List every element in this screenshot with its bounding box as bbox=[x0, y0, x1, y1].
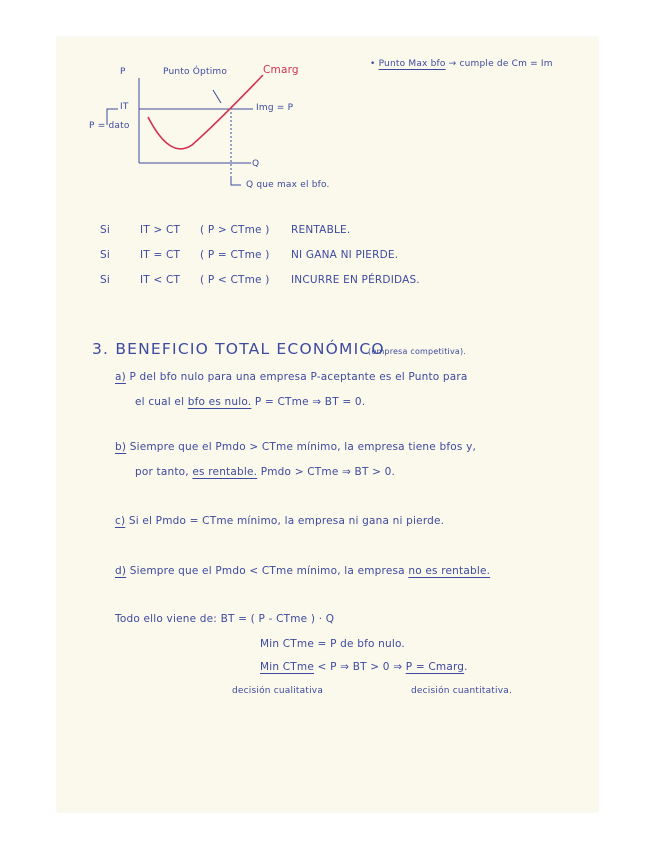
case-condition: IT = CT bbox=[140, 249, 181, 261]
item-c-line1: c) Si el Pmdo = CTme mínimo, la empresa ni gana ni pierde. bbox=[115, 515, 445, 527]
p-axis-label: P bbox=[120, 67, 126, 77]
quantitative-decision-note: decisión cuantitativa. bbox=[411, 686, 513, 696]
item-b-line2: por tanto, es rentable. Pmdo > CTme ⇒ BT > 0. bbox=[135, 466, 396, 478]
case-parenthesis: ( P = CTme ) bbox=[200, 249, 270, 261]
case-parenthesis: ( P > CTme ) bbox=[200, 224, 270, 236]
case-condition: IT < CT bbox=[140, 274, 181, 286]
item-a-line1: a) P del bfo nulo para una empresa P-aceptante es el Punto para bbox=[115, 371, 468, 383]
q-arrow bbox=[231, 178, 241, 185]
q-axis-label: Q bbox=[252, 159, 260, 169]
marginal-cost-curve bbox=[148, 75, 263, 149]
case-si: Si bbox=[100, 224, 110, 236]
q-max-note: Q que max el bfo. bbox=[246, 180, 330, 190]
optimum-pointer bbox=[213, 90, 221, 103]
img-line-label: Img = P bbox=[256, 103, 294, 113]
case-result: NI GANA NI PIERDE. bbox=[291, 249, 399, 261]
qualitative-decision-note: decisión cualitativa bbox=[232, 686, 324, 696]
max-profit-note: • Punto Max bfo → cumple de Cm = Im bbox=[370, 59, 553, 69]
case-result: INCURRE EN PÉRDIDAS. bbox=[291, 274, 420, 286]
conclusion-decision-rule: Min CTme < P ⇒ BT > 0 ⇒ P = Cmarg. bbox=[260, 661, 468, 673]
it-label: IT bbox=[120, 102, 129, 112]
item-b-line1: b) Siempre que el Pmdo > CTme mínimo, la empresa tiene bfos y, bbox=[115, 441, 477, 453]
case-si: Si bbox=[100, 249, 110, 261]
conclusion-min-cost: Min CTme = P de bfo nulo. bbox=[260, 638, 405, 650]
optimal-point-label: Punto Óptimo bbox=[163, 67, 228, 77]
cmarg-curve-label: Cmarg bbox=[263, 64, 299, 76]
case-result: RENTABLE. bbox=[291, 224, 351, 236]
item-d-line1: d) Siempre que el Pmdo < CTme mínimo, la empresa no es rentable. bbox=[115, 565, 491, 577]
case-condition: IT > CT bbox=[140, 224, 181, 236]
case-si: Si bbox=[100, 274, 110, 286]
price-given-label: P = dato bbox=[89, 121, 130, 131]
case-parenthesis: ( P < CTme ) bbox=[200, 274, 270, 286]
section-title: 3. BENEFICIO TOTAL ECONÓMICO bbox=[92, 340, 385, 358]
item-a-line2: el cual el bfo es nulo. P = CTme ⇒ BT = 0. bbox=[135, 396, 366, 408]
conclusion-formula: Todo ello viene de: BT = ( P - CTme ) · Q bbox=[115, 613, 335, 625]
section-subtitle: (empresa competitiva). bbox=[368, 347, 467, 356]
